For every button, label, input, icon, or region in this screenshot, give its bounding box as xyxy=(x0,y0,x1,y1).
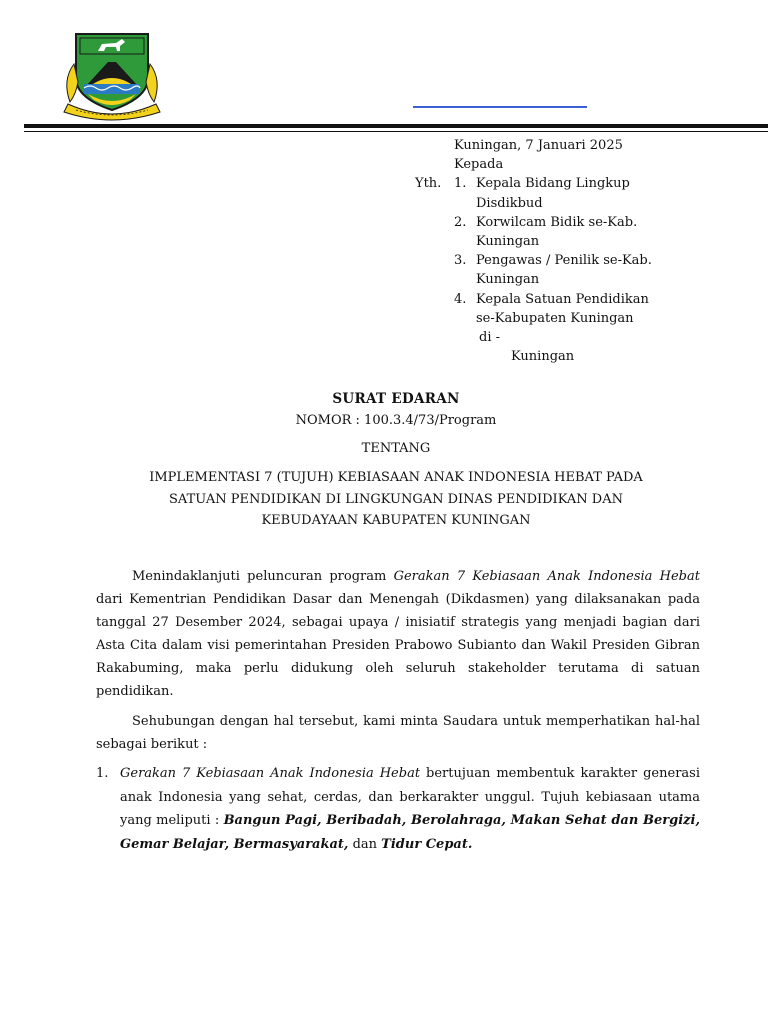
letterhead-rule-thin xyxy=(24,131,768,132)
recipient-number: 1. xyxy=(454,176,467,192)
recipient-line: Kuningan xyxy=(476,272,540,288)
tentang-label: TENTANG xyxy=(361,441,431,456)
letter-number: NOMOR : 100.3.4/73/Program xyxy=(295,413,497,428)
item-text: bertujuan membentuk karakter generasi anak Indonesia yang sehat, cerdas, dan berkarakter unggul. Tujuh kebiasaan utama yang meliputi : xyxy=(120,766,700,828)
habit-last: Tidur Cepat. xyxy=(381,836,473,852)
recipient-line: Kepala Bidang Lingkup xyxy=(476,176,630,192)
recipient-number: 4. xyxy=(454,291,467,307)
emblem-icon xyxy=(24,24,200,124)
list-number: 1. xyxy=(96,766,109,781)
habits-list: Bangun Pagi, Beribadah, Berolahraga, Makan Sehat dan Bergizi, Gemar Belajar, Bermasyarakat, xyxy=(120,813,700,852)
address-block xyxy=(415,136,652,366)
regency-emblem-logo xyxy=(24,24,200,124)
recipient-item xyxy=(454,174,652,193)
recipient-item xyxy=(454,290,652,309)
recipient-number: 2. xyxy=(454,214,467,230)
program-name: Gerakan 7 Kebiasaan Anak Indonesia Hebat xyxy=(120,766,421,781)
recipient-line: Kuningan xyxy=(476,233,540,249)
subject-line: SATUAN PENDIDIKAN DI LINGKUNGAN DINAS PENDIDIKAN DAN xyxy=(169,491,623,507)
intro-text: Menindaklanjuti peluncuran program xyxy=(132,569,394,584)
recipient-list xyxy=(415,174,652,328)
place-date: Kuningan, 7 Januari 2025 xyxy=(454,138,623,153)
list-item xyxy=(120,762,700,856)
yth-label: Yth. xyxy=(415,176,442,192)
header-underline-link[interactable] xyxy=(413,106,587,108)
recipient-number: 3. xyxy=(454,253,467,269)
paragraph-intro xyxy=(96,565,700,703)
paragraph-request xyxy=(96,710,700,756)
subject-line: KEBUDAYAAN KABUPATEN KUNINGAN xyxy=(261,513,531,528)
recipient-line: Korwilcam Bidik se-Kab. xyxy=(476,214,638,230)
destination-city: Kuningan xyxy=(511,349,575,365)
recipient-line: Disdikbud xyxy=(476,195,543,211)
subject-line: IMPLEMENTASI 7 (TUJUH) KEBIASAAN ANAK INDONESIA HEBAT PADA xyxy=(149,470,643,485)
recipient-item xyxy=(454,251,652,270)
recipient-line: se-Kabupaten Kuningan xyxy=(476,310,634,326)
di-label: di - xyxy=(479,329,501,345)
intro-text-cont: dari Kementrian Pendidikan Dasar dan Menengah (Dikdasmen) yang dilaksanakan pada tanggal 27 Desember 2024, sebagai upaya / inisiatif strategis yang menjadi bagian dari Asta Cita dalam visi pemerintahan Presiden Prabowo Subianto dan Wakil Presiden Gibran Rakabuming, maka perlu didukung oleh seluruh stakeholder terutama di satuan pendidikan. xyxy=(96,592,700,699)
numbered-list xyxy=(96,762,700,856)
recipient-line: Pengawas / Penilik se-Kab. xyxy=(476,253,652,269)
kepada-label: Kepada xyxy=(454,157,504,173)
program-name: Gerakan 7 Kebiasaan Anak Indonesia Hebat xyxy=(393,569,700,584)
letter-subject xyxy=(24,467,768,532)
letterhead-rule-thick xyxy=(24,124,768,128)
request-text: Sehubungan dengan hal tersebut, kami minta Saudara untuk memperhatikan hal-hal sebagai berikut : xyxy=(96,714,700,752)
recipient-line: Kepala Satuan Pendidikan xyxy=(476,291,649,307)
recipient-item xyxy=(454,213,652,232)
letter-heading: SURAT EDARAN xyxy=(332,391,460,407)
item-conjunction: dan xyxy=(348,836,382,852)
recipient-items xyxy=(454,174,652,328)
